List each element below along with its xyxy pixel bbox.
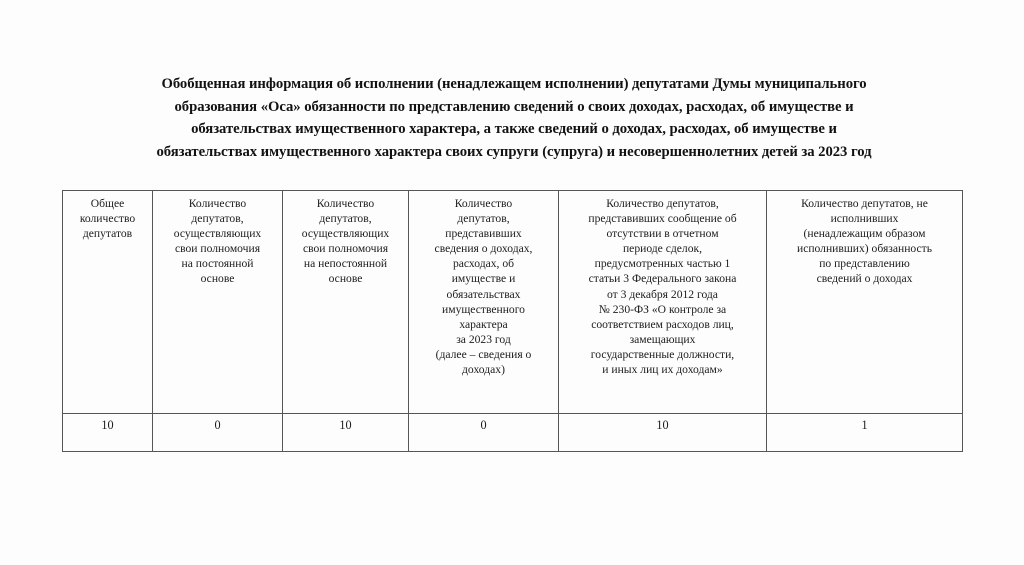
cell-value-failed-to-comply: 1 — [767, 414, 963, 452]
cell-value-permanent-basis: 0 — [153, 414, 283, 452]
column-header-failed-to-comply — [767, 191, 963, 414]
title-line-3: обязательствах имущественного характера, а также сведений о доходах, расходах, об имуществе и — [191, 121, 837, 138]
column-header-non-permanent-basis — [283, 191, 409, 414]
cell-value-submitted-income-info: 0 — [409, 414, 559, 452]
page-title — [78, 73, 950, 163]
table-header-row — [63, 191, 963, 414]
header-text-failed-to-comply: Количество депутатов, не исполнивших (ненадлежащим образом исполнивших) обязанность по представлению сведений о доходах — [796, 197, 932, 286]
table-row — [63, 414, 963, 452]
cell-value-total-deputies: 10 — [63, 414, 153, 452]
header-text-non-permanent-basis: Количество депутатов, осуществляющих свои полномочия на непостоянной основе — [301, 197, 390, 286]
header-text-total-deputies: Общее количество депутатов — [79, 197, 136, 241]
cell-value-non-permanent-basis: 10 — [283, 414, 409, 452]
column-header-submitted-income-info — [409, 191, 559, 414]
title-line-4: обязательствах имущественного характера своих супруги (супруга) и несовершеннолетних детей за 2023 год — [156, 143, 872, 160]
column-header-total-deputies — [63, 191, 153, 414]
header-text-no-transactions-report: Количество депутатов, представивших сообщение об отсутствии в отчетном периоде сделок, предусмотренных частью 1 статьи 3 Федерального закона от 3 декабря 2012 года № 230-ФЗ «О контроле за соответствием расходов лиц, замещающих государственные должности, и иных лиц их доходам» — [588, 197, 737, 377]
deputies-compliance-table — [62, 190, 963, 452]
cell-value-no-transactions-report: 10 — [559, 414, 767, 452]
header-text-submitted-income-info: Количество депутатов, представивших сведения о доходах, расходах, об имуществе и обязательствах имущественного характера за 2023 год (далее – сведения о доходах) — [434, 197, 533, 377]
column-header-no-transactions-report — [559, 191, 767, 414]
column-header-permanent-basis — [153, 191, 283, 414]
header-text-permanent-basis: Количество депутатов, осуществляющих свои полномочия на постоянной основе — [173, 197, 262, 286]
title-line-1: Обобщенная информация об исполнении (ненадлежащем исполнении) депутатами Думы муниципального — [161, 76, 867, 92]
title-line-2: образования «Оса» обязанности по представлению сведений о своих доходах, расходах, об имуществе и — [174, 98, 854, 115]
